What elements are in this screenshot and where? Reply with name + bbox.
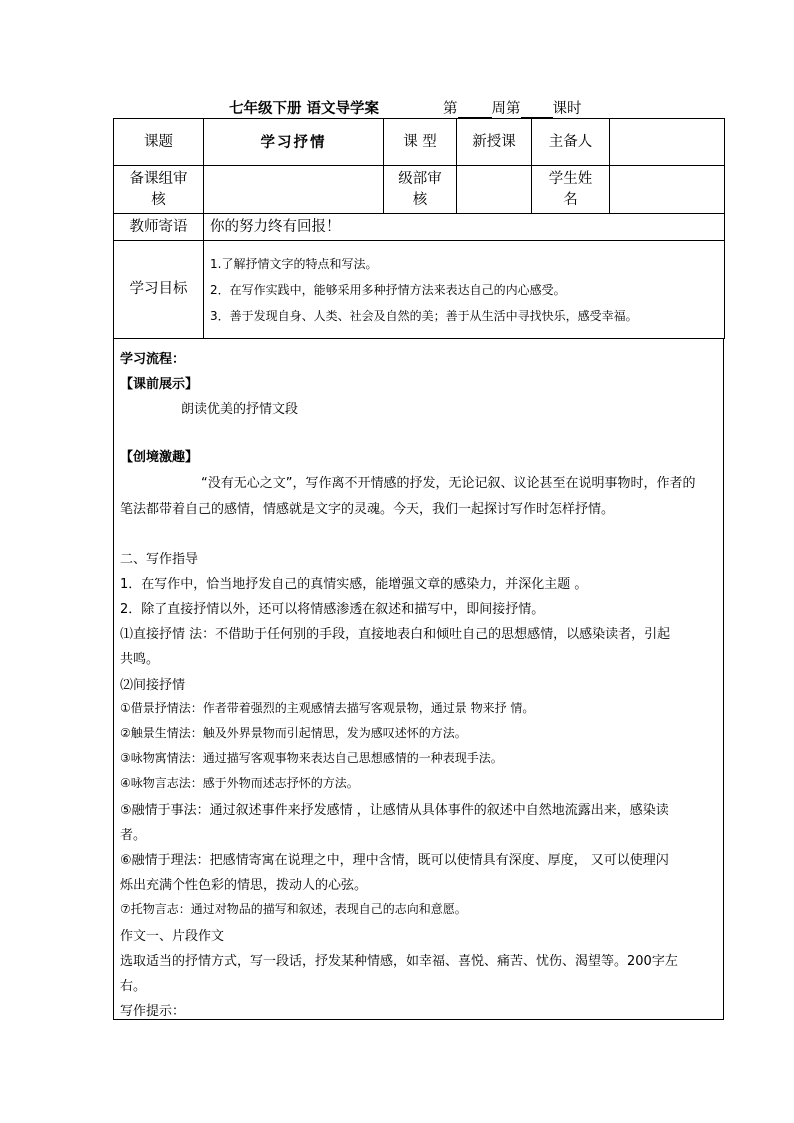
guide-heading: 二、写作指导	[120, 552, 199, 567]
task-text-line1: 选取适当的抒情方式，写一段话，抒发某种情感，如幸福、喜悦、痛苦、忧伤、渴望等。200字左	[120, 954, 678, 969]
method-1: ①借景抒情法：作者带着强烈的主观感情去描写客观景物，通过景 物来抒 情。	[120, 701, 535, 715]
pre-show-heading: 【课前展示】	[120, 377, 199, 392]
indirect-heading: ⑵间接抒情	[120, 678, 186, 693]
direct-lyric-line2: 共鸣。	[120, 652, 160, 667]
student-label-line1: 学生姓	[548, 170, 593, 187]
task-heading: 作文一、片段作文	[120, 929, 225, 944]
type-label: 课 型	[384, 119, 457, 166]
topic-value: 学习抒情	[204, 119, 384, 166]
pre-show-text: 朗读优美的抒情文段	[181, 402, 299, 417]
review-label-line1: 备课组审	[129, 170, 188, 187]
method-5-line2: 者。	[120, 828, 147, 843]
message-label: 教师寄语	[114, 214, 204, 241]
review-label-line2: 核	[151, 191, 166, 208]
preparer-label: 主备人	[532, 119, 610, 166]
guide-point-2: 2．除了直接抒情以外，还可以将情感渗透在叙述和描写中，即间接抒情。	[120, 602, 545, 617]
method-5-line1: ⑤融情于事法：通过叙述事件来抒发感情 ，让感情从具体事件的叙述中自然地流露出来，感染读	[120, 803, 669, 818]
tips-heading: 写作提示：	[120, 1004, 186, 1019]
week-period-line	[443, 97, 582, 118]
learning-flow-section	[113, 338, 724, 1020]
goals-label: 学习目标	[114, 241, 204, 339]
goal-item: 2．在写作实践中，能够采用多种抒情方法来表达自己的内心感受。	[210, 282, 566, 297]
student-value[interactable]	[610, 166, 725, 214]
task-text-line2: 右。	[120, 979, 147, 994]
preparer-value[interactable]	[610, 119, 725, 166]
period-blank[interactable]	[521, 103, 553, 118]
method-6-line2: 烁出充满个性色彩的情思，拨动人的心弦。	[120, 878, 368, 893]
flow-heading: 学习流程：	[120, 352, 186, 367]
type-value: 新授课	[457, 119, 532, 166]
page-header	[0, 97, 794, 117]
week-mid: 周第	[491, 101, 521, 117]
topic-label: 课题	[114, 119, 204, 166]
review-label	[114, 166, 204, 214]
method-7: ⑦托物言志：通过对物品的描写和叙述，表现自己的志向和意愿。	[120, 902, 467, 916]
guide-point-1: 1．在写作中，恰当地抒发自己的真情实感，能增强文章的感染力，并深化主题 。	[120, 577, 588, 592]
page-title: 七年级下册 语文导学案	[229, 100, 380, 117]
student-label-line2: 名	[563, 191, 578, 208]
direct-lyric-line1: ⑴直接抒情 法：不借助于任何别的手段，直接地表白和倾吐自己的思想感情，以感染读者，引起	[120, 627, 671, 642]
scene-text-line2: 笔法都带着自己的感情，情感就是文字的灵魂。今天，我们一起探讨写作时怎样抒情。	[120, 502, 615, 517]
method-3: ③咏物寓情法：通过描写客观事物来表达自己思想感情的一种表现手法。	[120, 751, 503, 765]
table-row	[114, 166, 725, 214]
dept-label-line2: 核	[412, 191, 428, 208]
table-row	[114, 241, 725, 339]
method-2: ②触景生情法：触及外界景物而引起情思，发为感叹述怀的方法。	[120, 726, 467, 740]
scene-text-line1: “没有无心之文”，写作离不开情感的抒发，无论记叙、议论甚至在说明事物时，作者的	[201, 476, 696, 491]
table-row	[114, 119, 725, 166]
dept-label-line1: 级部审	[398, 170, 442, 187]
scene-heading: 【创境激趣】	[120, 450, 199, 465]
goal-item: 3．善于发现自身、人类、社会及自然的美；善于从生活中寻找快乐，感受幸福。	[210, 308, 638, 323]
header-table	[113, 118, 725, 339]
week-prefix: 第	[443, 101, 458, 117]
dept-value[interactable]	[457, 166, 532, 214]
message-value: 你的努力终有回报！	[204, 214, 725, 241]
goals-list	[204, 241, 725, 339]
dept-label	[384, 166, 457, 214]
method-4: ④咏物言志法：感于外物而述志抒怀的方法。	[120, 776, 359, 790]
student-label	[532, 166, 610, 214]
method-6-line1: ⑥融情于理法：把感情寄寓在说理之中，理中含情，既可以使情具有深度、厚度， 又可以使理闪	[120, 853, 669, 868]
week-blank[interactable]	[458, 103, 492, 118]
table-row	[114, 214, 725, 241]
review-value[interactable]	[204, 166, 384, 214]
goal-item: 1.了解抒情文字的特点和写法。	[210, 256, 378, 271]
week-suffix: 课时	[552, 101, 582, 117]
